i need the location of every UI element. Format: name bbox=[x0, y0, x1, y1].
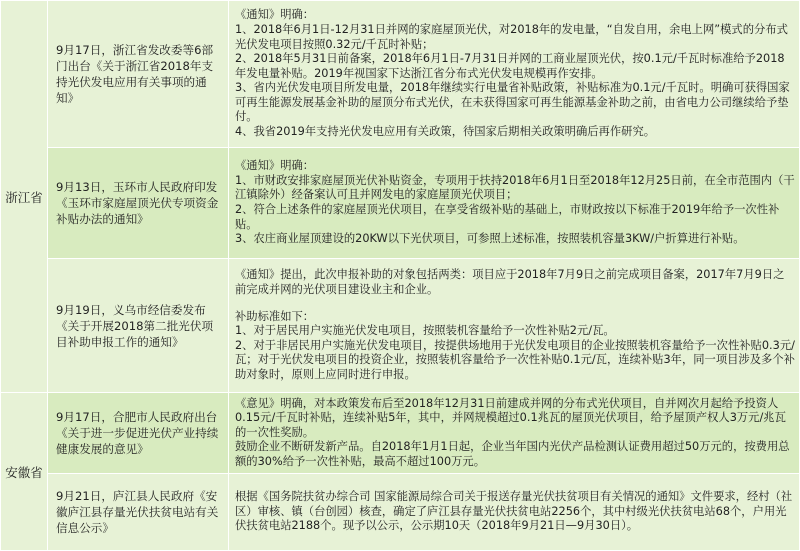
content-cell bbox=[229, 393, 800, 474]
content-line: 2、符合上述条件的家庭屋顶光伏项目，在享受省级补贴的基础上，市财政按以下标准于2019年给予一次性补贴。 bbox=[235, 203, 780, 231]
table-row bbox=[1, 148, 800, 259]
content-line: 3、农庄商业屋顶建设的20KW以下光伏项目，可参照上述标准，按照装机容量3KW/户折算进行补贴。 bbox=[235, 232, 745, 246]
province-cell: 浙江省 bbox=[1, 1, 48, 393]
content-cell bbox=[229, 474, 800, 551]
source-cell: 9月17日，合肥市人民政府出台《关于进一步促进光伏产业持续健康发展的意见》 bbox=[48, 393, 229, 474]
content-line: 《通知》明确： bbox=[235, 8, 315, 22]
source-cell: 9月19日，义乌市经信委发布《关于开展2018第二批光伏项目补助申报工作的通知》 bbox=[48, 259, 229, 393]
source-cell: 9月13日，玉环市人民政府印发《玉环市家庭屋顶光伏专项资金补贴办法的通知》 bbox=[48, 148, 229, 259]
source-cell: 9月17日，浙江省发改委等6部门出台《关于浙江省2018年支持光伏发电应用有关事项的通知》 bbox=[48, 1, 229, 148]
content-line: 《通知》提出，此次申报补助的对象包括两类：项目应于2018年7月9日之前完成项目备案，2017年7月9日之前完成并网的光伏项目建设业主和企业。 bbox=[235, 268, 785, 297]
content-line: 1、对于居民用户实施光伏发电项目，按照装机容量给予一次性补贴2元/瓦。 bbox=[235, 324, 615, 338]
content-line: 2、2018年5月31日前备案，2018年6月1日-7月31日并网的工商业屋顶光伏，按0.1元/千瓦时标准给予2018年发电量补贴。2019年视国家下达浙江省分布式光伏发电规模再作安排。 bbox=[235, 52, 785, 80]
content-line: 3、省内光伏发电项目所发电量，2018年继续实行电量省补贴政策，补贴标准为0.1元/千瓦时。明确可获得国家可再生能源发展基金补助的屋顶分布式光伏，在未获得国家可再生能源基金补助之前，由省电力公司继续给予垫付。 bbox=[235, 81, 790, 124]
content-line: 1、市财政安排家庭屋顶光伏补贴资金，专项用于扶持2018年6月1日至2018年12月25日前，在全市范围内（干江镇除外）经备案认可且并网发电的家庭屋顶光伏项目； bbox=[235, 173, 795, 202]
content-line: 《意见》明确，对本政策发布后至2018年12月31日前建成并网的分布式光伏项目，自并网次月起给予投资人0.15元/千瓦时补贴，连续补贴5年，其中，并网规模超过0.1兆瓦的屋顶光伏项目，给予屋顶产权人3万元/兆瓦的一次性奖励。 bbox=[235, 396, 786, 439]
table-row bbox=[1, 474, 800, 551]
content-line: 4、我省2019年支持光伏发电应用有关政策，待国家后期相关政策明确后再作研究。 bbox=[235, 125, 656, 139]
content-cell bbox=[229, 259, 800, 393]
content-line: 1、2018年6月1日-12月31日并网的家庭屋顶光伏，对2018年的发电量，“自发自用，余电上网”模式的分布式光伏发电项目按照0.32元/千瓦时补贴； bbox=[235, 22, 788, 51]
table-row bbox=[1, 259, 800, 393]
content-line: 2、对于非居民用户实施光伏发电项目，按提供场地用于光伏发电项目的企业按照装机容量给予一次性补贴0.3元/瓦；对于光伏发电项目的投资企业，按照装机容量给予一次性补贴0.1元/瓦，连续补贴3年，同一项目涉及多个补助对象时，原则上应同时进行申报。 bbox=[235, 338, 795, 381]
content-line: 鼓励企业不断研发新产品。自2018年1月1日起，企业当年国内光伏产品检测认证费用超过50万元的，按费用总额的30%给予一次性补贴，最高不超过100万元。 bbox=[235, 440, 790, 468]
content-cell bbox=[229, 1, 800, 148]
province-cell: 安徽省 bbox=[1, 393, 48, 551]
content-gap bbox=[235, 298, 795, 310]
table-row bbox=[1, 393, 800, 474]
content-cell bbox=[229, 148, 800, 259]
table-row bbox=[1, 1, 800, 148]
source-cell: 9月21日，庐江县人民政府《安徽庐江县存量光伏扶贫电站有关信息公示》 bbox=[48, 474, 229, 551]
content-line: 《通知》明确： bbox=[235, 159, 315, 173]
content-line: 补助标准如下： bbox=[235, 309, 315, 323]
content-line: 根据《国务院扶贫办综合司 国家能源局综合司关于报送存量光伏扶贫项目有关情况的通知》文件要求，经村（社区）审核、镇（台创园）核查，确定了庐江县存量光伏扶贫电站2256个，其中村级光伏扶贫电站68个，户用光伏扶贫电站2188个。现予以公示，公示期10天（2018年9月21日—9月30日）。 bbox=[235, 490, 793, 533]
